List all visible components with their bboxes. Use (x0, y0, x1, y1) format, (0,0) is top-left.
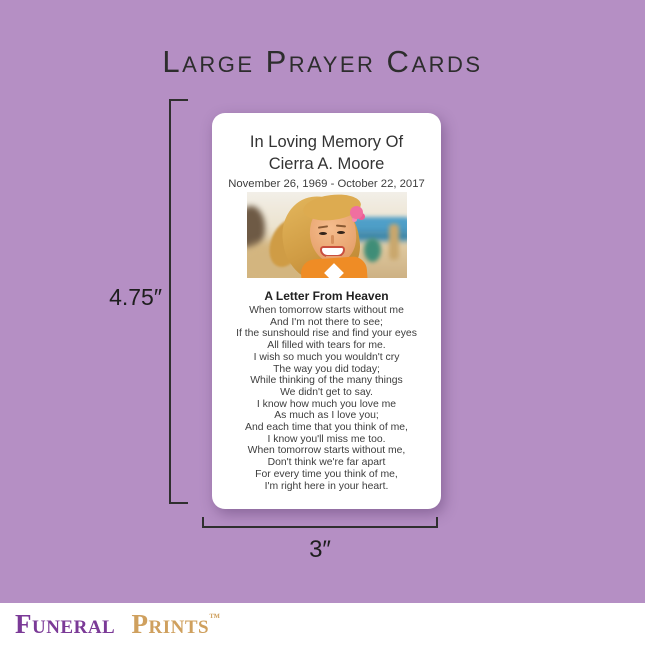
memorial-photo (247, 192, 407, 278)
photo-teal-blob (364, 238, 381, 262)
photo-eye-left (319, 232, 327, 235)
photo-eye-right (337, 231, 345, 234)
poem-line: I know you'll miss me too. (267, 433, 386, 445)
height-dimension-label: 4.75″ (109, 284, 162, 310)
poem-line: Don't think we're far apart (267, 457, 386, 469)
brand-word-funeral: Funeral (15, 608, 116, 639)
brand-word-prints: Prints (131, 608, 210, 639)
poem-title: A Letter From Heaven (264, 289, 389, 303)
poem-line: I know how much you love me (256, 398, 397, 410)
poem-text (212, 305, 441, 492)
memorial-name: Cierra A. Moore (268, 155, 385, 173)
poem-line: As much as I love you; (274, 410, 379, 422)
memorial-heading: In Loving Memory Of (249, 133, 404, 151)
poem-line: The way you did today; (273, 363, 380, 375)
poem-line: We didn't get to say. (280, 386, 373, 398)
photo-nose (331, 235, 334, 244)
width-dimension-label: 3″ (309, 536, 331, 563)
width-dimension-line (202, 519, 438, 528)
trademark-symbol: ™ (209, 611, 221, 624)
poem-line: I wish so much you wouldn't cry (253, 351, 400, 363)
brand-logo (15, 609, 221, 640)
height-dimension-line (169, 99, 186, 504)
poem-line: And each time that you think of me, (245, 422, 408, 434)
poem-line: When tomorrow starts without me, (247, 445, 406, 457)
prayer-card (212, 113, 441, 509)
flower-icon (350, 206, 363, 219)
poem-line: And I'm not there to see; (270, 316, 383, 328)
poem-line: For every time you think of me, (255, 468, 398, 480)
poem-line: While thinking of the many things (250, 375, 403, 387)
poem-line: If the sunshould rise and find your eyes (236, 328, 417, 340)
memorial-dates: November 26, 1969 - October 22, 2017 (228, 178, 425, 190)
poem-line: I'm right here in your heart. (264, 480, 389, 492)
poem-line: When tomorrow starts without me (249, 305, 404, 316)
poem-line: All filled with tears for me. (267, 340, 386, 352)
photo-beach-post (389, 224, 399, 260)
footer-bar (0, 603, 645, 645)
page-title: Large Prayer Cards (162, 44, 483, 79)
